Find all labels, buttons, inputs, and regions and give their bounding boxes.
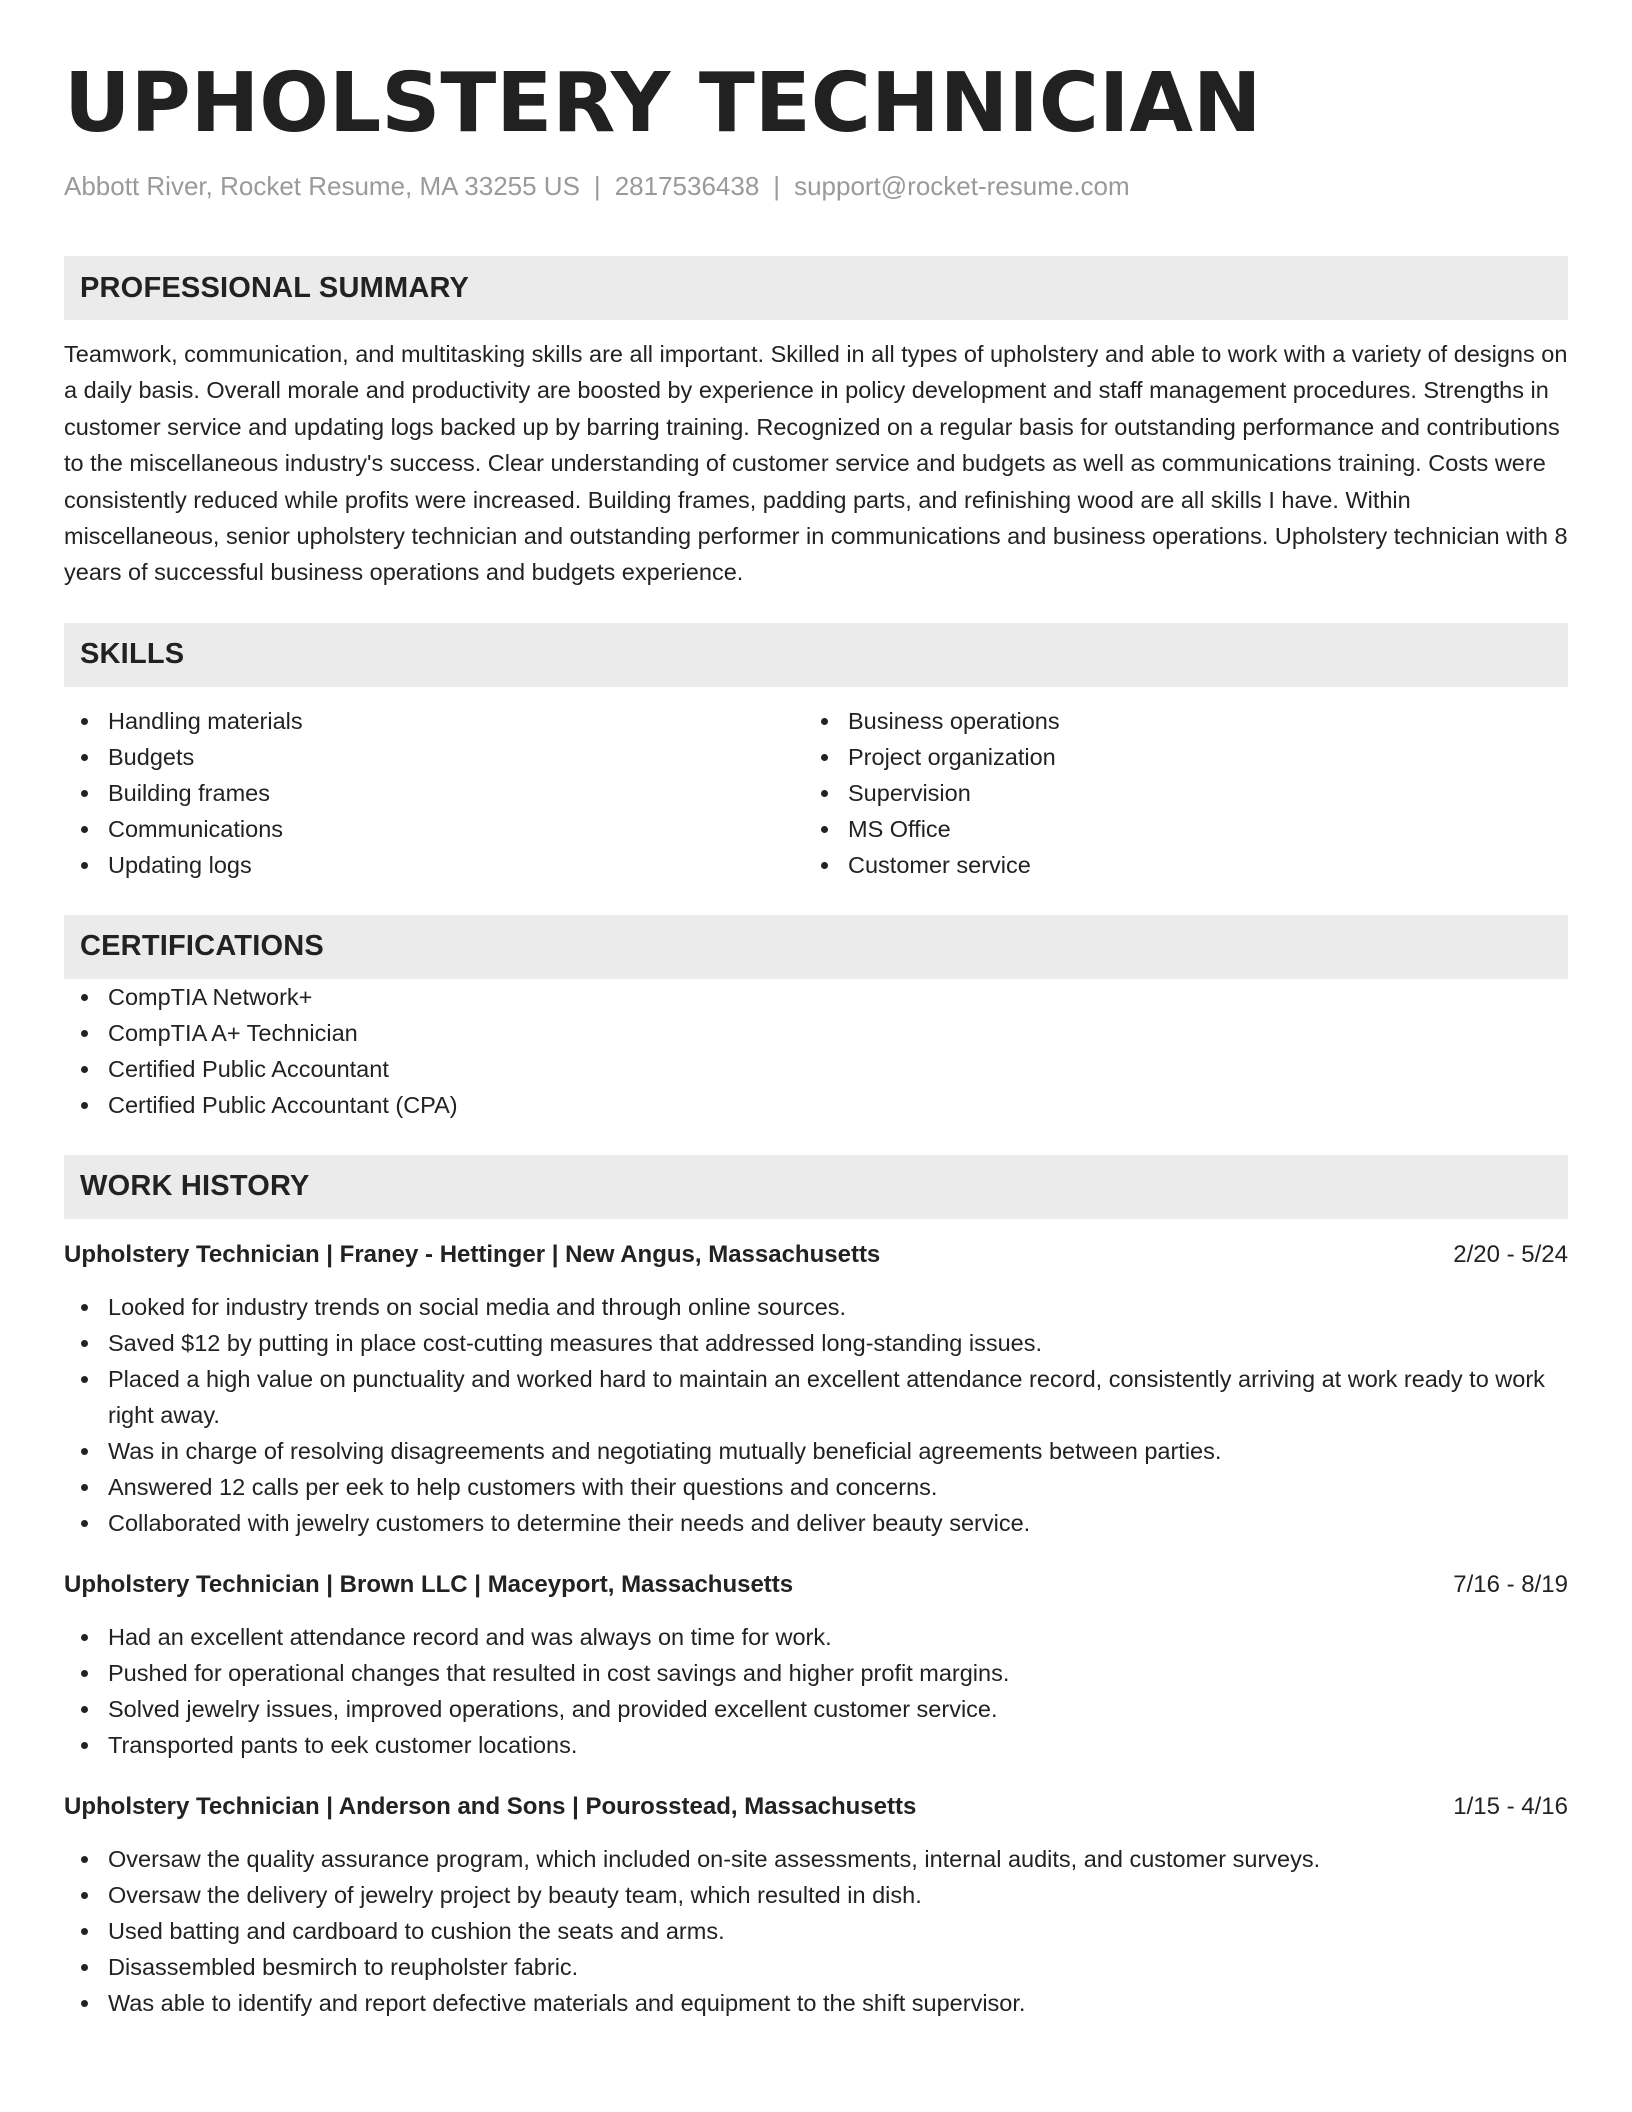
- job-title: Upholstery Technician | Brown LLC | Maceyport, Massachusetts: [64, 1570, 794, 1598]
- job-title: Upholstery Technician | Anderson and Sons | Pourosstead, Massachusetts: [64, 1792, 917, 1820]
- section-header-summary: PROFESSIONAL SUMMARY: [64, 256, 1568, 320]
- job-bullet: Answered 12 calls per eek to help customers with their questions and concerns.: [64, 1469, 1568, 1505]
- contact-line: [64, 168, 1568, 204]
- contact-email: support@rocket-resume.com: [794, 171, 1130, 201]
- job-bullet: Oversaw the quality assurance program, which included on-site assessments, internal audits, and customer surveys.: [64, 1841, 1568, 1877]
- skills-list-right: [804, 703, 1544, 883]
- job-entry: [64, 1789, 1568, 2021]
- job-bullet: Disassembled besmirch to reupholster fabric.: [64, 1949, 1568, 1985]
- job-bullet: Used batting and cardboard to cushion the seats and arms.: [64, 1913, 1568, 1949]
- skill-item: Communications: [64, 811, 804, 847]
- skills-column-right: [804, 703, 1544, 883]
- job-bullet: Pushed for operational changes that resulted in cost savings and higher profit margins.: [64, 1655, 1568, 1691]
- job-bullet: Saved $12 by putting in place cost-cutting measures that addressed long-standing issues.: [64, 1325, 1568, 1361]
- job-bullet: Was able to identify and report defective materials and equipment to the shift supervisor.: [64, 1985, 1568, 2021]
- skill-item: Customer service: [804, 847, 1544, 883]
- job-bullets: [64, 1289, 1568, 1541]
- job-entry: [64, 1567, 1568, 1763]
- job-dates: 7/16 - 8/19: [1453, 1570, 1568, 1598]
- contact-separator: |: [773, 171, 781, 201]
- certification-item: CompTIA Network+: [64, 979, 1568, 1015]
- skill-item: Supervision: [804, 775, 1544, 811]
- job-bullet: Collaborated with jewelry customers to determine their needs and deliver beauty service.: [64, 1505, 1568, 1541]
- contact-phone: 2817536438: [614, 171, 760, 201]
- job-bullet: Was in charge of resolving disagreements and negotiating mutually beneficial agreements between parties.: [64, 1433, 1568, 1469]
- job-heading: [64, 1567, 1568, 1603]
- skills-grid: [64, 703, 1568, 883]
- certifications-list: [64, 979, 1568, 1123]
- job-title: Upholstery Technician | Franey - Hettinger | New Angus, Massachusetts: [64, 1240, 881, 1268]
- job-bullets: [64, 1841, 1568, 2021]
- summary-text: Teamwork, communication, and multitasking skills are all important. Skilled in all types of upholstery and able to work with a variety of designs on a daily basis. Overall morale and productivity are boosted by experience in policy development and staff management procedures. Strengths in customer service and updating logs backed up by barring training. Recognized on a regular basis for outstanding performance and contributions to the miscellaneous industry's success. Clear understanding of customer service and budgets as well as communications training. Costs were consistently reduced while profits were increased. Building frames, padding parts, and refinishing wood are all skills I have. Within miscellaneous, senior upholstery technician and outstanding performer in communications and business operations. Upholstery technician with 8 years of successful business operations and budgets experience.: [64, 341, 1568, 586]
- certification-item: CompTIA A+ Technician: [64, 1015, 1568, 1051]
- job-bullet: Solved jewelry issues, improved operations, and provided excellent customer service.: [64, 1691, 1568, 1727]
- skills-column-left: [64, 703, 804, 883]
- job-bullets: [64, 1619, 1568, 1763]
- job-bullet: Transported pants to eek customer locations.: [64, 1727, 1568, 1763]
- resume-name: UPHOLSTERY TECHNICIAN: [64, 56, 1262, 151]
- certification-item: Certified Public Accountant: [64, 1051, 1568, 1087]
- skill-item: Budgets: [64, 739, 804, 775]
- job-bullet: Oversaw the delivery of jewelry project by beauty team, which resulted in dish.: [64, 1877, 1568, 1913]
- job-bullet: Had an excellent attendance record and was always on time for work.: [64, 1619, 1568, 1655]
- skills-list-left: [64, 703, 804, 883]
- contact-separator: |: [593, 171, 601, 201]
- skill-item: Updating logs: [64, 847, 804, 883]
- job-heading: [64, 1237, 1568, 1273]
- skill-item: Building frames: [64, 775, 804, 811]
- job-entry: [64, 1237, 1568, 1541]
- job-heading: [64, 1789, 1568, 1825]
- section-header-work-history: WORK HISTORY: [64, 1155, 1568, 1219]
- section-header-certifications: CERTIFICATIONS: [64, 915, 1568, 979]
- certification-item: Certified Public Accountant (CPA): [64, 1087, 1568, 1123]
- section-header-skills: SKILLS: [64, 623, 1568, 687]
- job-bullet: Looked for industry trends on social media and through online sources.: [64, 1289, 1568, 1325]
- skill-item: Handling materials: [64, 703, 804, 739]
- job-dates: 2/20 - 5/24: [1453, 1240, 1568, 1268]
- skill-item: Project organization: [804, 739, 1544, 775]
- contact-address: Abbott River, Rocket Resume, MA 33255 US: [64, 171, 580, 201]
- job-bullet: Placed a high value on punctuality and worked hard to maintain an excellent attendance record, consistently arriving at work ready to work right away.: [64, 1361, 1568, 1433]
- job-dates: 1/15 - 4/16: [1453, 1792, 1568, 1820]
- skill-item: Business operations: [804, 703, 1544, 739]
- skill-item: MS Office: [804, 811, 1544, 847]
